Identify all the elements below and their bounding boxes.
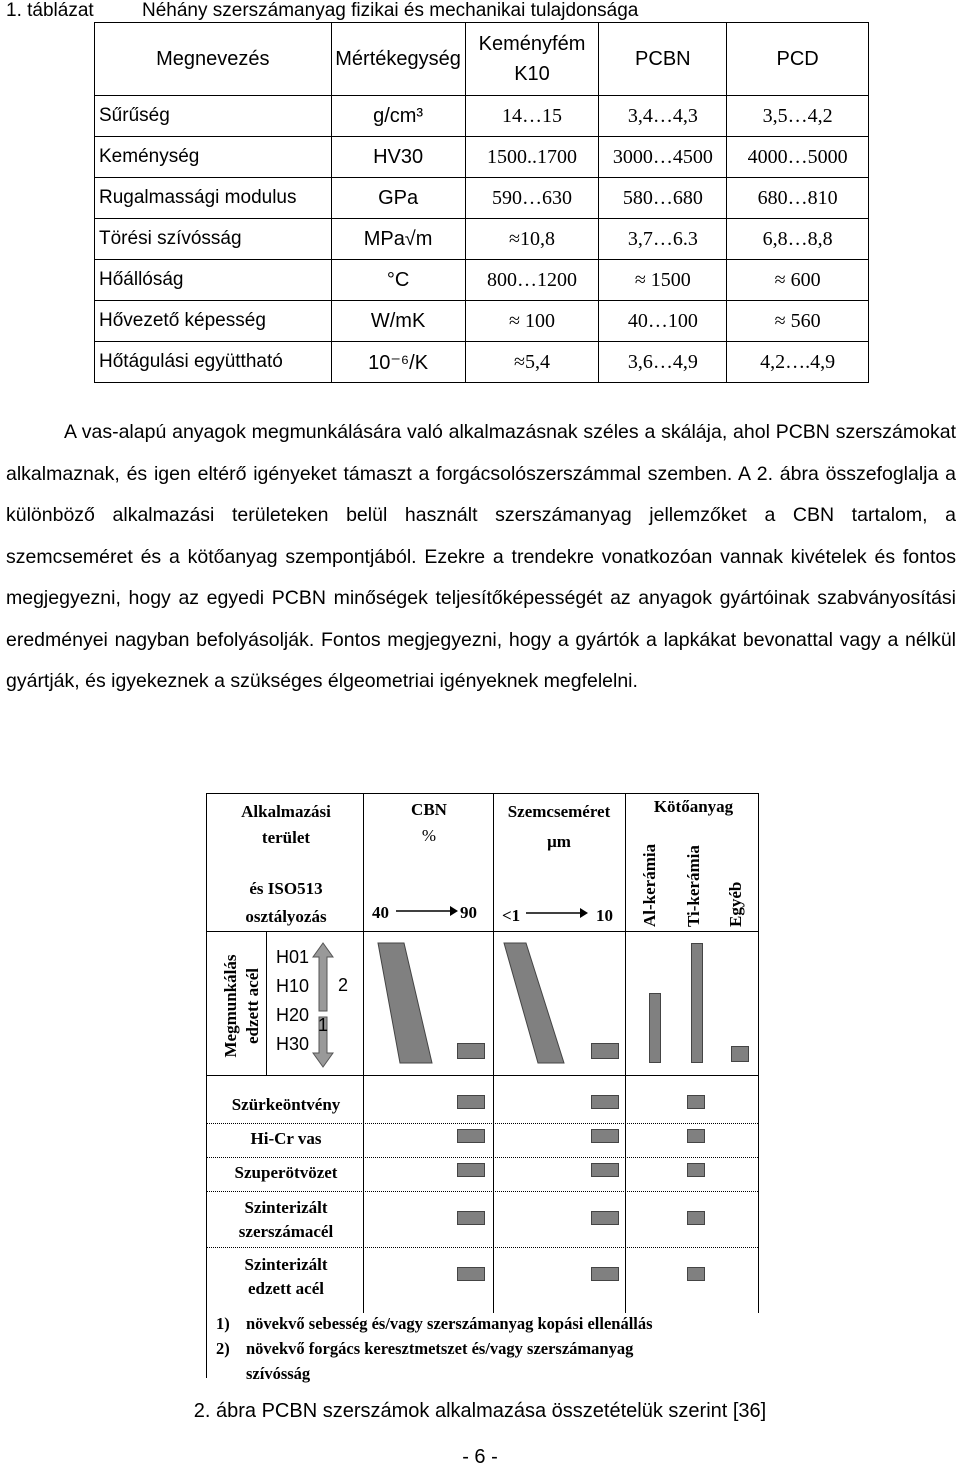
row-pcd: 3,5…4,2 — [727, 96, 869, 137]
figure-left-border — [206, 793, 207, 1378]
figure-col-sep-3 — [625, 793, 626, 1313]
material-gray-cast-iron: Szürkeöntvény — [231, 1095, 341, 1114]
cbn-header — [391, 797, 467, 849]
header-unit: Mértékegység — [331, 23, 465, 96]
area-header — [226, 799, 346, 851]
row-pcd: 4000…5000 — [727, 137, 869, 178]
iso-class-h30: H30 — [276, 1034, 310, 1054]
iso-class-h10: H10 — [276, 976, 310, 996]
row-k10: 800…1200 — [465, 260, 599, 301]
row-unit: HV30 — [331, 137, 465, 178]
figure-col-sep-2 — [493, 793, 494, 1313]
cbn-from-label: 40 — [372, 903, 389, 922]
note-2-cont — [216, 1361, 653, 1386]
note-1-text: növekvő sebesség és/vagy szerszámanyag kopási ellenállás — [246, 1314, 653, 1333]
note-1 — [216, 1311, 653, 1336]
row-pcd: ≈ 600 — [727, 260, 869, 301]
row-k10: 590…630 — [465, 178, 599, 219]
table-row — [95, 178, 869, 219]
grain-bar-row2 — [591, 1129, 619, 1143]
row-k10: ≈5,4 — [465, 342, 599, 383]
header-pcbn: PCBN — [599, 23, 727, 96]
note-2-text: növekvő forgács keresztmetszet és/vagy szerszámanyag — [246, 1339, 634, 1358]
row-pcd: 6,8…8,8 — [727, 219, 869, 260]
material-superalloy: Szuperötvözet — [234, 1163, 338, 1182]
properties-table — [94, 22, 869, 383]
iso-class-h01: H01 — [276, 947, 310, 967]
row-unit: GPa — [331, 178, 465, 219]
row-name: Hőtágulási együttható — [95, 342, 332, 383]
binder-header: Kötőanyag — [653, 797, 734, 816]
material-sintered-tool-steel — [216, 1196, 356, 1244]
row-pcbn: 3000…4500 — [599, 137, 727, 178]
figure-top-border — [206, 793, 758, 794]
cbn-to-label: 90 — [460, 903, 477, 922]
area-header-line1: Alkalmazási — [241, 802, 331, 821]
row-unit: °C — [331, 260, 465, 301]
row-pcbn: ≈ 1500 — [599, 260, 727, 301]
header-k10-label: K10 — [514, 63, 550, 85]
grain-header-line1: Szemcseméret — [507, 802, 611, 821]
cbn-bar-row4 — [457, 1211, 485, 1225]
arrow-down-note-ref: 1 — [318, 1015, 329, 1035]
grain-bar-row3 — [591, 1163, 619, 1177]
body-paragraph — [6, 412, 956, 703]
row-unit: MPa√m — [331, 219, 465, 260]
iso-header-line2: osztályozás — [245, 907, 327, 926]
row-unit: W/mK — [331, 301, 465, 342]
group-label-line1: Megmunkálás — [221, 954, 240, 1058]
cbn-bar-row1 — [457, 1095, 485, 1109]
cbn-header-line1: CBN — [411, 800, 447, 819]
ti-bar-row5 — [687, 1267, 705, 1281]
grain-to-label: 10 — [596, 906, 613, 925]
iso-header — [226, 875, 346, 931]
group-label-line2: edzett acél — [243, 968, 262, 1044]
table-number: 1. táblázat — [6, 0, 94, 21]
header-pcd: PCD — [727, 23, 869, 96]
material-sintered-hardened-steel — [216, 1253, 356, 1301]
figure-notes — [216, 1311, 653, 1386]
material-sintered-tool-steel-line2: szerszámacél — [238, 1222, 334, 1241]
row-pcbn: 40…100 — [599, 301, 727, 342]
row-pcd: 680…810 — [727, 178, 869, 219]
ti-bar-row1 — [687, 1095, 705, 1109]
row-name: Rugalmassági modulus — [95, 178, 332, 219]
grain-from-label: <1 — [502, 906, 521, 925]
note-1-number: 1) — [216, 1314, 230, 1333]
material-sintered-hardened-steel-line1: Szinterizált — [244, 1255, 328, 1274]
cbn-bar-row3 — [457, 1163, 485, 1177]
header-carbide — [465, 23, 599, 96]
note-2-number: 2) — [216, 1339, 230, 1358]
table-header-row — [95, 23, 869, 96]
row-pcbn: 3,4…4,3 — [599, 96, 727, 137]
row-pcbn: 580…680 — [599, 178, 727, 219]
figure-right-border — [758, 793, 759, 1313]
cbn-bar-row5 — [457, 1267, 485, 1281]
binder-col-al-ceramic: Al-kerámia — [640, 843, 659, 927]
row-pcbn: 3,7…6.3 — [599, 219, 727, 260]
row-k10: 14…15 — [465, 96, 599, 137]
iso-trend-arrows-icon — [310, 941, 344, 1069]
paragraph-text: A vas-alapú anyagok megmunkálására való alkalmazásnak széles a skálája, ahol PCBN szerszámokat alkalmaznak, és igen eltérő igényeket támaszt a forgácsolószerszámmal szemben. A 2. ábra összefoglalja a különböző alkalmazási területeken belül használt szerszámanyag jellemzőket a CBN tartalom, a szemcseméret és a kötőanyag szempontjából. Ezekre a trendekre vonatkozóan vannak kivételek és fontos megjegyezni, hogy az egyedi PCBN minőségek teljesítőképességét az anyagok gyártóinak szabványosítási eredményei nagyban befolyásolják. Fontos megjegyezni, hogy a gyártók a lapkákat bevonattal vagy a nélkül gyártják, és igyekeznek a szükséges élgeometriai igényeknek megfelelni. — [6, 421, 956, 692]
ti-bar-row4 — [687, 1211, 705, 1225]
row-name: Törési szívósság — [95, 219, 332, 260]
table-row — [95, 342, 869, 383]
cbn-bar-row2 — [457, 1129, 485, 1143]
grain-bar-row1 — [591, 1095, 619, 1109]
row-k10: ≈10,8 — [465, 219, 599, 260]
grain-bar-row5 — [591, 1267, 619, 1281]
row-unit: 10⁻⁶/K — [331, 342, 465, 383]
figure-header-separator — [206, 931, 758, 932]
ti-bar-row3 — [687, 1163, 705, 1177]
al-ceramic-bar-h — [649, 993, 661, 1063]
row-unit: g/cm³ — [331, 96, 465, 137]
cbn-arrow-icon — [394, 903, 460, 919]
figure-group-label-sep — [266, 931, 267, 1075]
row-name: Sűrűség — [95, 96, 332, 137]
iso-class-h20: H20 — [276, 1005, 310, 1025]
ti-bar-row2 — [687, 1129, 705, 1143]
area-header-line2: terület — [261, 828, 311, 847]
figure-group-separator — [206, 1075, 758, 1076]
row-separator — [206, 1157, 758, 1158]
grain-bar-h — [591, 1043, 619, 1059]
row-pcd: ≈ 560 — [727, 301, 869, 342]
note-2 — [216, 1336, 653, 1361]
row-pcd: 4,2….4,9 — [727, 342, 869, 383]
table-row — [95, 260, 869, 301]
figure-col-sep-1 — [363, 793, 364, 1313]
page-number: - 6 - — [462, 1446, 498, 1468]
row-separator — [206, 1191, 758, 1192]
binder-col-ti-ceramic: Ti-kerámia — [684, 845, 703, 927]
row-k10: 1500..1700 — [465, 137, 599, 178]
binder-col-other: Egyéb — [726, 881, 745, 927]
pcbn-application-figure — [206, 793, 758, 1383]
header-carbide-label: Keményfém — [478, 33, 586, 55]
arrow-up-note-ref: 2 — [338, 975, 349, 995]
material-sintered-tool-steel-line1: Szinterizált — [244, 1198, 328, 1217]
material-hi-cr-iron: Hi-Cr vas — [250, 1129, 322, 1148]
note-2-cont-text: szívósság — [246, 1364, 311, 1383]
row-pcbn: 3,6…4,9 — [599, 342, 727, 383]
table-caption — [6, 0, 638, 22]
iso-header-line1: és ISO513 — [249, 879, 323, 898]
grain-header — [496, 797, 622, 857]
row-name: Hőállóság — [95, 260, 332, 301]
grain-arrow-icon — [524, 905, 590, 921]
table-row — [95, 301, 869, 342]
table-row — [95, 96, 869, 137]
grain-bar-row4 — [591, 1211, 619, 1225]
group-label — [220, 941, 264, 1071]
figure-caption: 2. ábra PCBN szerszámok alkalmazása összetételük szerint [36] — [193, 1400, 767, 1422]
row-separator — [206, 1123, 758, 1124]
table-title: Néhány szerszámanyag fizikai és mechanikai tulajdonsága — [142, 0, 639, 21]
grain-header-line2: μm — [547, 832, 571, 851]
table-row — [95, 219, 869, 260]
row-name: Keménység — [95, 137, 332, 178]
ti-ceramic-bar-h — [691, 943, 703, 1063]
header-name: Megnevezés — [95, 23, 332, 96]
row-name: Hővezető képesség — [95, 301, 332, 342]
cbn-header-line2: % — [421, 826, 437, 845]
iso-class-list — [276, 943, 309, 1059]
cbn-bar-h — [457, 1043, 485, 1059]
table-row — [95, 137, 869, 178]
row-k10: ≈ 100 — [465, 301, 599, 342]
other-bar-h — [731, 1046, 749, 1062]
row-separator — [206, 1247, 758, 1248]
material-sintered-hardened-steel-line2: edzett acél — [248, 1279, 324, 1298]
